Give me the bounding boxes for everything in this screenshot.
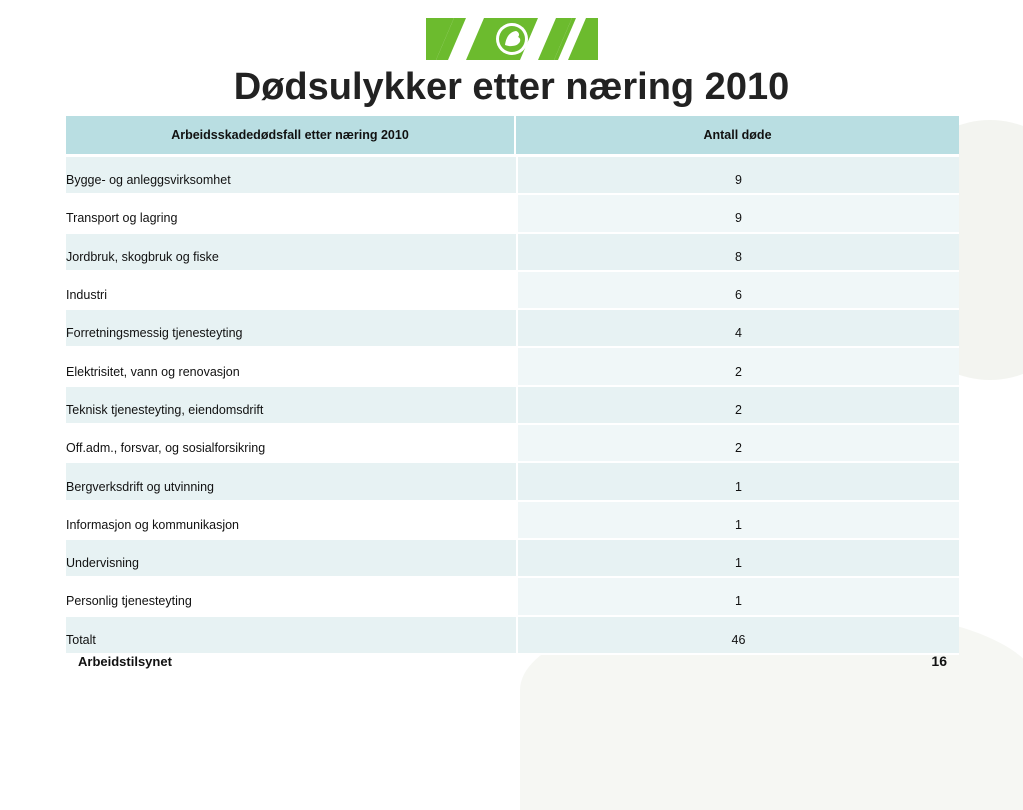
footer-organization: Arbeidstilsynet	[78, 654, 172, 669]
table-row	[66, 617, 959, 655]
death-count-cell: 2	[516, 425, 959, 463]
industry-name-cell: Teknisk tjenesteyting, eiendomsdrift	[66, 387, 516, 425]
table-row	[66, 234, 959, 272]
column-header-industry: Arbeidsskadedødsfall etter næring 2010	[66, 116, 516, 154]
column-header-deaths: Antall døde	[516, 116, 959, 154]
death-count-cell: 6	[516, 272, 959, 310]
death-count-cell: 2	[516, 348, 959, 386]
page-number: 16	[931, 653, 947, 669]
industry-name-cell: Informasjon og kommunikasjon	[66, 502, 516, 540]
table-row	[66, 463, 959, 501]
death-count-cell: 9	[516, 157, 959, 195]
death-count-cell: 1	[516, 578, 959, 616]
industry-name-cell: Jordbruk, skogbruk og fiske	[66, 234, 516, 272]
industry-name-cell: Forretningsmessig tjenesteyting	[66, 310, 516, 348]
table-row	[66, 348, 959, 386]
industry-name-cell: Totalt	[66, 617, 516, 655]
fatalities-table	[66, 116, 959, 655]
arbeidstilsynet-logo	[426, 18, 598, 60]
industry-name-cell: Bergverksdrift og utvinning	[66, 463, 516, 501]
death-count-cell: 46	[516, 617, 959, 655]
death-count-cell: 9	[516, 195, 959, 233]
table-row	[66, 578, 959, 616]
industry-name-cell: Undervisning	[66, 540, 516, 578]
industry-name-cell: Transport og lagring	[66, 195, 516, 233]
table-row	[66, 272, 959, 310]
death-count-cell: 2	[516, 387, 959, 425]
table-row	[66, 387, 959, 425]
industry-name-cell: Personlig tjenesteyting	[66, 578, 516, 616]
table-row	[66, 502, 959, 540]
death-count-cell: 8	[516, 234, 959, 272]
industry-name-cell: Elektrisitet, vann og renovasjon	[66, 348, 516, 386]
table-row	[66, 157, 959, 195]
table-row	[66, 425, 959, 463]
page-title: Dødsulykker etter næring 2010	[233, 66, 790, 108]
table-row	[66, 195, 959, 233]
death-count-cell: 1	[516, 502, 959, 540]
industry-name-cell: Industri	[66, 272, 516, 310]
death-count-cell: 4	[516, 310, 959, 348]
table-row	[66, 540, 959, 578]
death-count-cell: 1	[516, 463, 959, 501]
industry-name-cell: Off.adm., forsvar, og sosialforsikring	[66, 425, 516, 463]
industry-name-cell: Bygge- og anleggsvirksomhet	[66, 157, 516, 195]
table-row	[66, 310, 959, 348]
death-count-cell: 1	[516, 540, 959, 578]
